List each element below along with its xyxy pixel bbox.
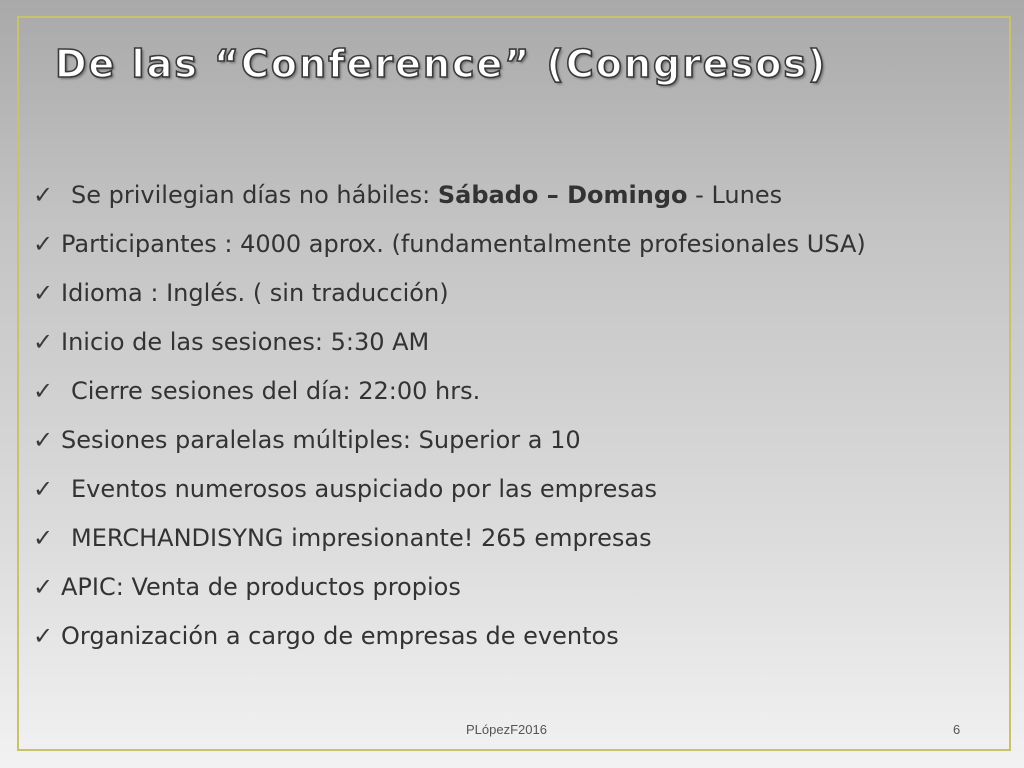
bullet-item — [33, 513, 866, 562]
bullet-item — [33, 415, 866, 464]
bullet-text: Sesiones paralelas múltiples: Superior a 10 — [61, 425, 581, 454]
bullet-item — [33, 562, 866, 611]
bullet-text: Idioma : Inglés. ( sin traducción) — [61, 278, 449, 307]
bullet-item — [33, 611, 866, 660]
bullet-item — [33, 170, 866, 219]
checkmark-icon: ✓ — [33, 474, 54, 503]
bullet-text: Participantes : 4000 aprox. (fundamentalmente profesionales USA) — [61, 229, 866, 258]
checkmark-icon: ✓ — [33, 523, 54, 552]
footer-author: PLópezF2016 — [466, 722, 547, 737]
bullet-text: Cierre sesiones del día: 22:00 hrs. — [71, 376, 481, 405]
checkmark-icon: ✓ — [33, 327, 54, 356]
checkmark-icon: ✓ — [33, 229, 54, 258]
bullet-item — [33, 366, 866, 415]
bullet-text: Se privilegian días no hábiles: Sábado – Domingo - Lunes — [71, 180, 783, 209]
bullet-list — [33, 170, 866, 660]
checkmark-icon: ✓ — [33, 376, 54, 405]
checkmark-icon: ✓ — [33, 278, 54, 307]
checkmark-icon: ✓ — [33, 572, 54, 601]
bullet-item — [33, 317, 866, 366]
bullet-text: APIC: Venta de productos propios — [61, 572, 461, 601]
slide-title: De las “Conference” (Congresos) — [55, 42, 828, 86]
bullet-item — [33, 464, 866, 513]
checkmark-icon: ✓ — [33, 621, 54, 650]
bullet-text: Inicio de las sesiones: 5:30 AM — [61, 327, 430, 356]
bullet-text: Eventos numerosos auspiciado por las empresas — [71, 474, 658, 503]
slide-number: 6 — [953, 722, 961, 737]
checkmark-icon: ✓ — [33, 425, 54, 454]
bullet-text: Organización a cargo de empresas de eventos — [61, 621, 619, 650]
bullet-item — [33, 268, 866, 317]
bullet-text: MERCHANDISYNG impresionante! 265 empresas — [71, 523, 652, 552]
bullet-item — [33, 219, 866, 268]
checkmark-icon: ✓ — [33, 180, 54, 209]
